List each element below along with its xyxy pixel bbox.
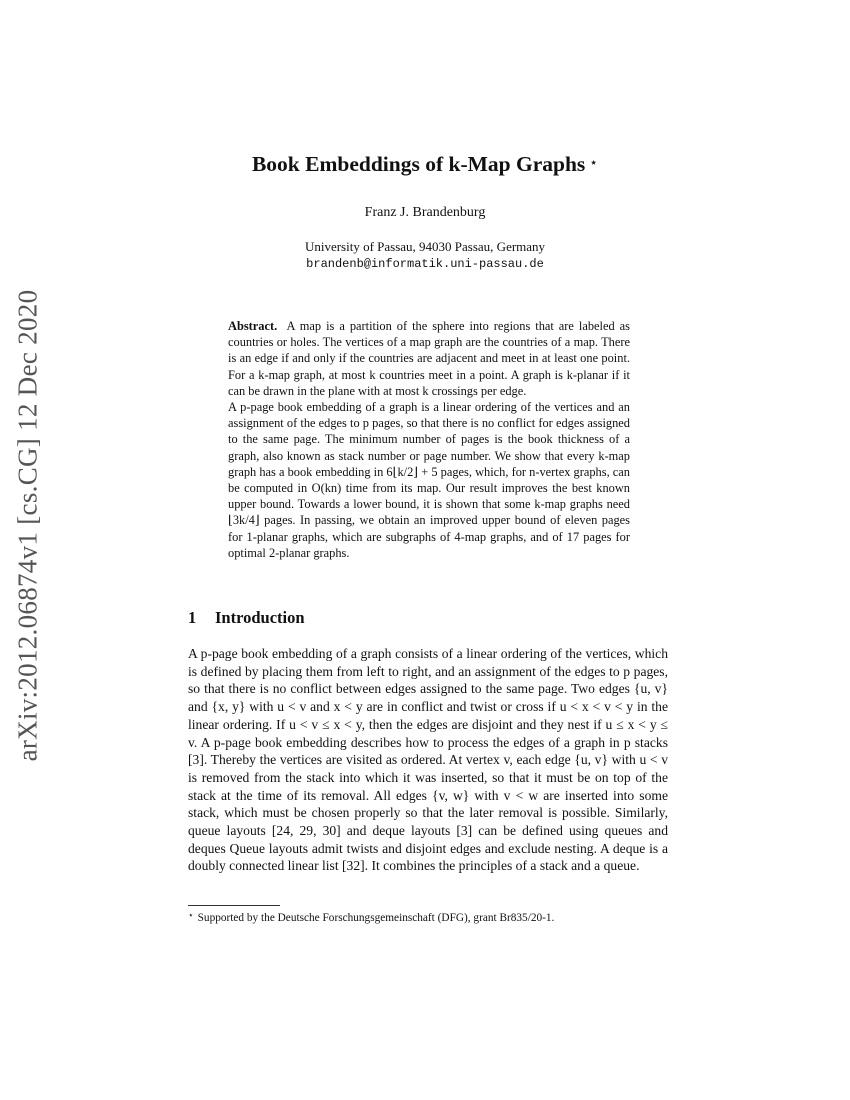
abstract-text-2: A p-page book embedding of a graph is a linear ordering of the vertices and an assignment of the edges to p pages, so that there is no conflict for edges assigned to the same page. The minimum number of pages is the book thickness of a graph, also known as stack number or page number. We show that every k-map graph has a book embedding in 6⌊k/2⌋ + 5 pages, which, for n-vertex graphs, can be computed in O(kn) time from its map. Our result improves the best known upper bound. Towards a lower bound, it is shown that some k-map graphs need ⌊3k/4⌋ pages. In passing, we obtain an improved upper bound of eleven pages for 1-planar graphs, which are subgraphs of 4-map graphs, and of 17 pages for optimal 2-planar graphs. — [228, 400, 630, 560]
abstract-paragraph-2 — [228, 399, 630, 561]
author-name: Franz J. Brandenburg — [364, 205, 486, 220]
author-email: brandenb@informatik.uni-passau.de — [306, 257, 544, 271]
arxiv-identifier: arXiv:2012.06874v1 [cs.CG] 12 Dec 2020 — [12, 289, 43, 761]
title-footnote-mark: ⋆ — [589, 156, 599, 171]
section-number: 1 — [188, 608, 197, 627]
footnote — [188, 910, 668, 924]
abstract-paragraph-1 — [228, 318, 630, 399]
footnote-divider — [188, 905, 280, 906]
abstract — [228, 318, 630, 561]
abstract-text: A map is a partition of the sphere into regions that are labeled as countries or holes. The vertices of a map graph are the countries of a map. There is an edge if and only if the countries are adjacent and meet in at least one point. For a k-map graph, at most k countries meet in a point. A graph is k-planar if it can be drawn in the plane with at most k crossings per edge. — [228, 319, 631, 398]
section-heading — [188, 608, 305, 628]
paper-title — [0, 152, 850, 177]
introduction-paragraph: A p-page book embedding of a graph consists of a linear ordering of the vertices, which is defined by placing them from left to right, and an assignment of the edges to p pages, so that there is no conflict between edges assigned to the same page. Two edges {u, v} and {x, y} with u < v and x < y are in conflict and twist or cross if u < x < v < y in the linear ordering. If u < v ≤ x < y, then the edges are disjoint and they nest if u ≤ x < y ≤ v. A p-page book embedding describes how to process the edges of a graph in p stacks [3]. Thereby the vertices are visited as ordered. At vertex v, each edge {u, v} with u < v is removed from the stack into which it was inserted, so that it must be on top of the stack at the time of its removal. All edges {v, w} with v < w are inserted into some stack, which must be chosen properly so that the later removal is possible. Similarly, queue layouts [24, 29, 30] and deque layouts [3] can be defined using queues and deques Queue layouts admit twists and disjoint edges and exclude nesting. A deque is a doubly connected linear list [32]. It combines the principles of a stack and a queue. — [188, 646, 668, 874]
footnote-text: Supported by the Deutsche Forschungsgemeinschaft (DFG), grant Br835/20-1. — [197, 912, 555, 924]
author-affiliation: University of Passau, 94030 Passau, Germany — [304, 239, 546, 254]
footnote-mark: ⋆ — [188, 910, 194, 920]
paper-title-text: Book Embeddings of k-Map Graphs — [251, 152, 586, 176]
arxiv-identifier-stamp — [6, 290, 50, 760]
section-title: Introduction — [215, 608, 305, 627]
abstract-label: Abstract. — [228, 319, 278, 333]
